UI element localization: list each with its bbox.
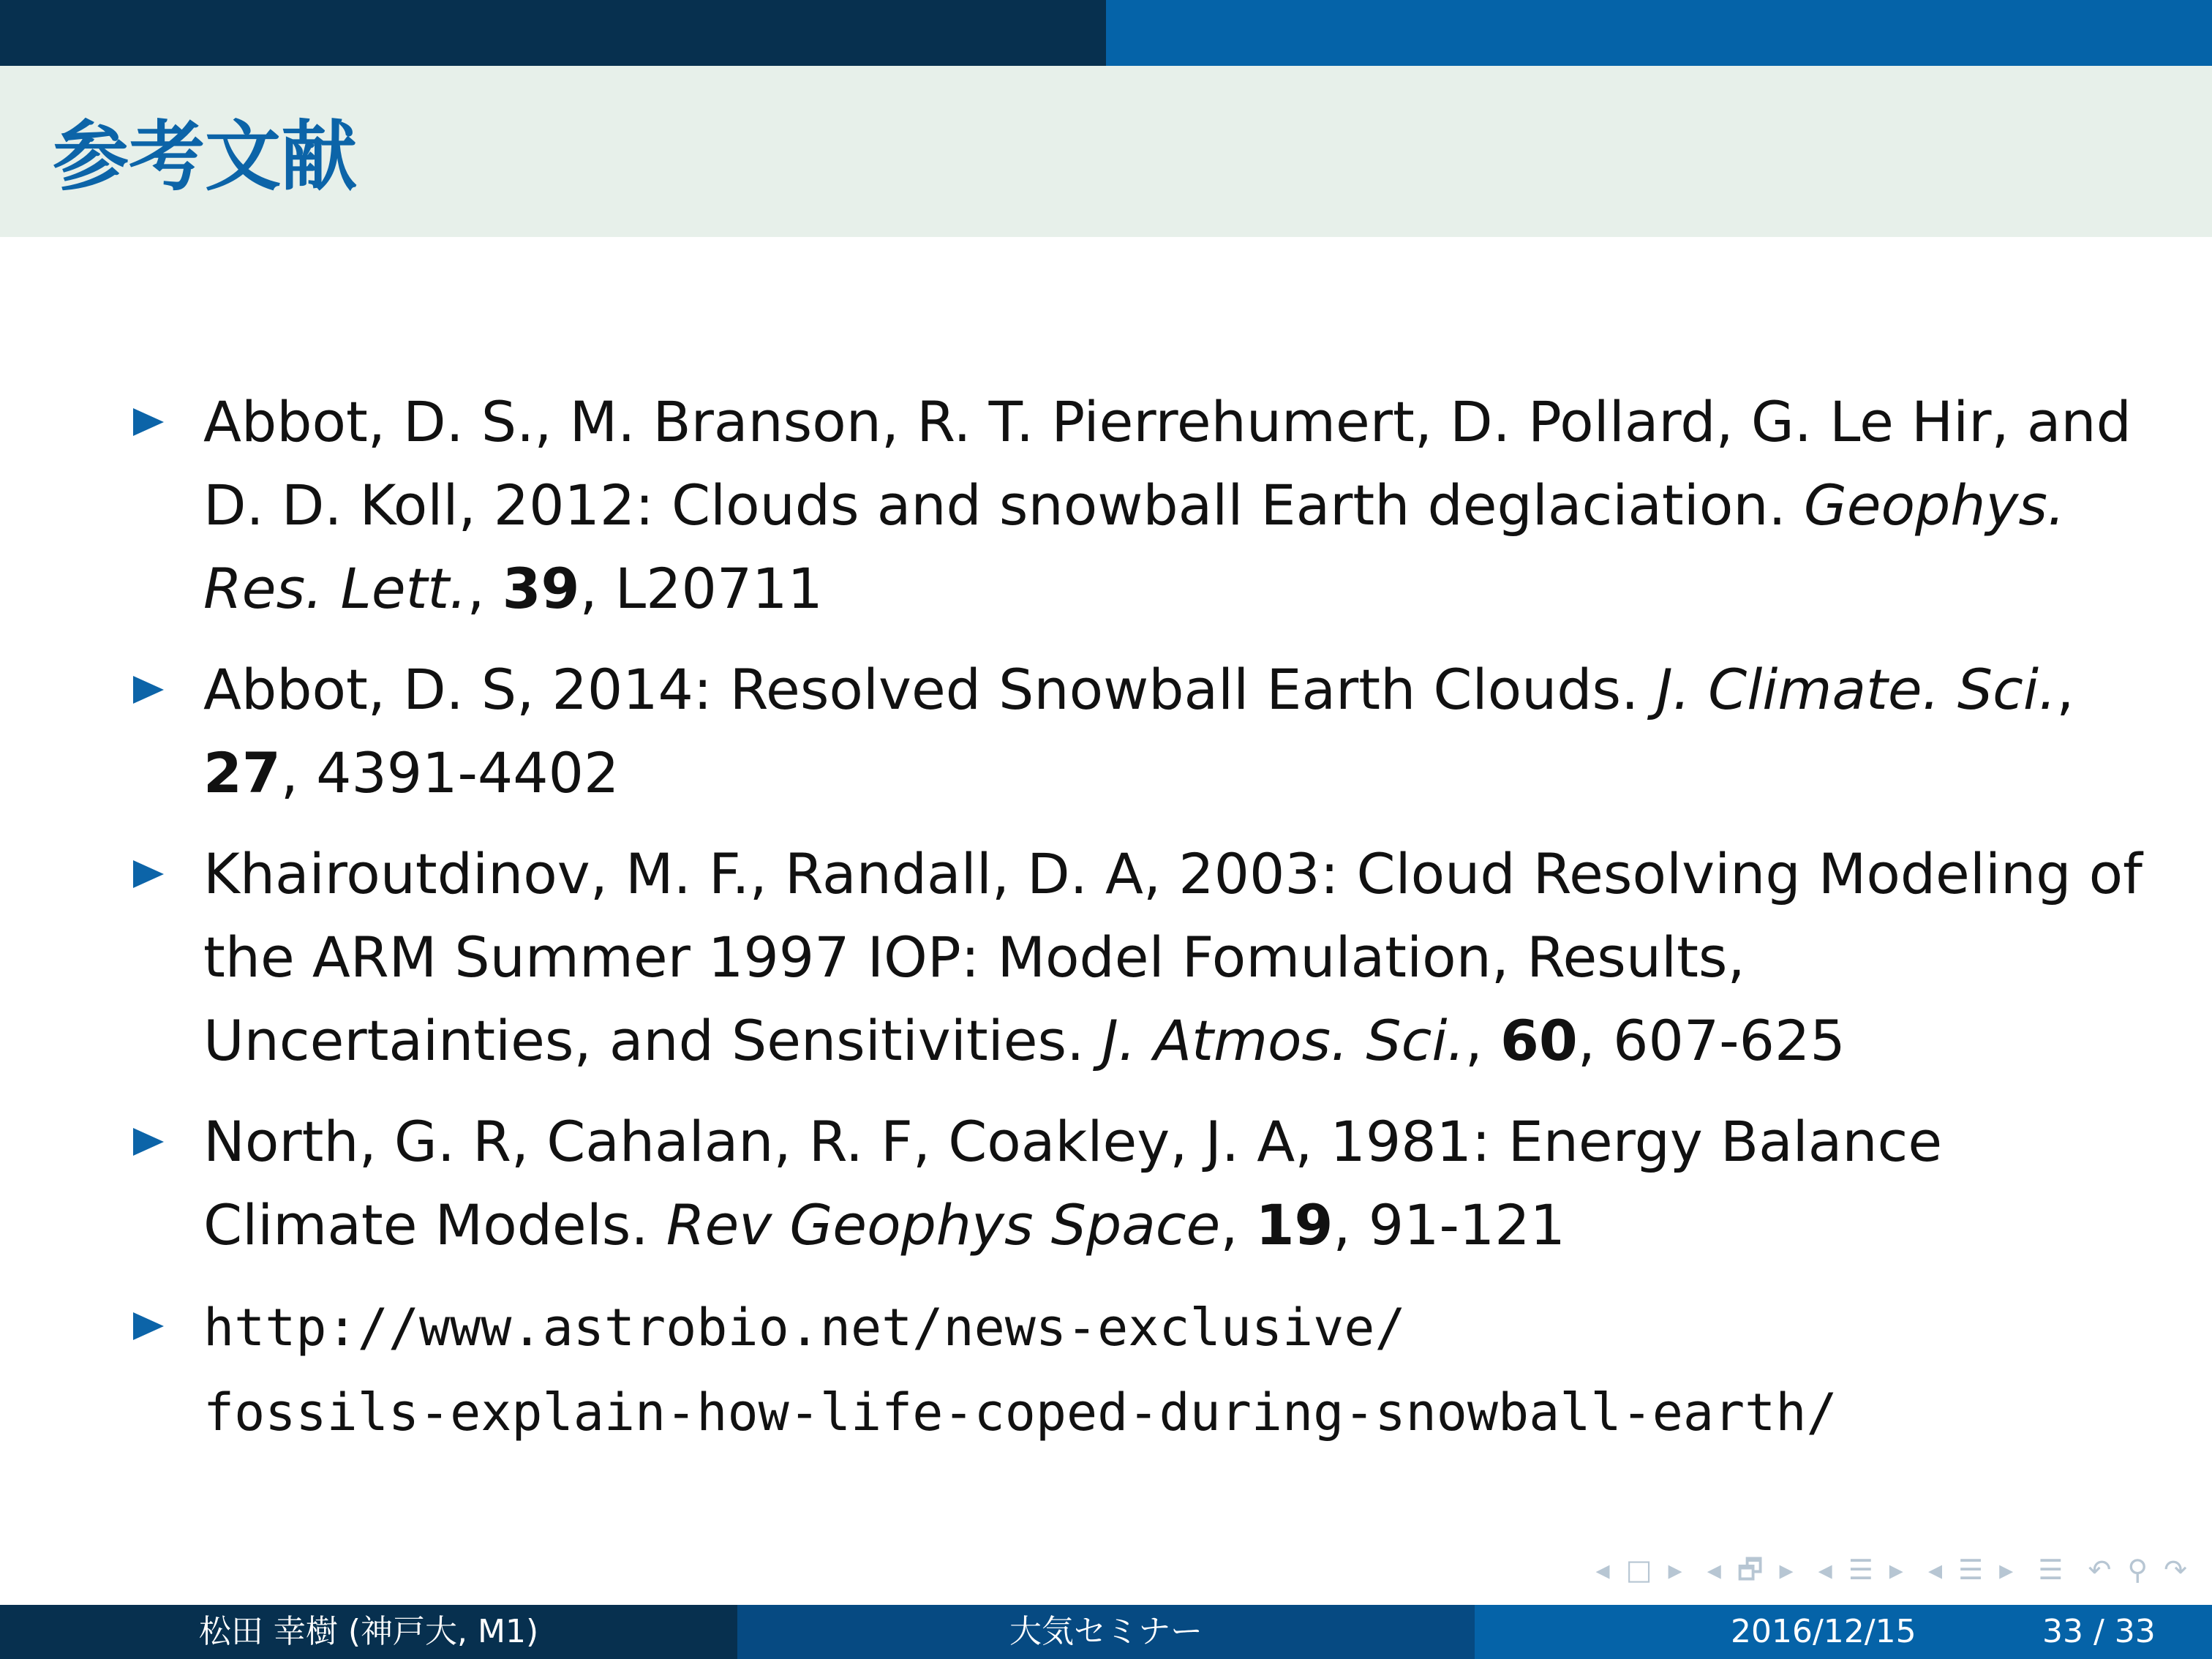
url-line-1[interactable]: http://www.astrobio.net/news-exclusive/	[203, 1298, 1406, 1358]
bullet-triangle-icon	[133, 676, 164, 704]
bullet-triangle-icon	[133, 408, 164, 436]
top-bar	[0, 0, 2212, 66]
volume: 19	[1255, 1192, 1333, 1257]
footer	[0, 1605, 2212, 1659]
separator: ,	[467, 556, 503, 621]
footer-author: 松田 幸樹 (神戸大, M1)	[0, 1605, 737, 1659]
volume: 39	[502, 556, 580, 621]
nav-subsection-icon[interactable]: ☰	[1848, 1554, 1873, 1586]
footer-date-page	[1475, 1605, 2212, 1659]
reference-list	[124, 380, 2143, 1472]
journal-name: Rev Geophys Space	[666, 1192, 1221, 1257]
separator: ,	[579, 556, 615, 621]
footer-page-number: 33 / 33	[2042, 1613, 2156, 1650]
journal-name: J. Climate. Sci.	[1656, 657, 2057, 722]
reference-item	[124, 1100, 2143, 1267]
frame-title: 参考文献	[53, 112, 358, 201]
nav-toc-icon[interactable]: ☰	[2038, 1554, 2064, 1586]
frame-title-bar	[0, 66, 2212, 237]
bullet-triangle-icon	[133, 1312, 164, 1340]
separator: ,	[1464, 1008, 1501, 1073]
journal-name: J. Atmos. Sci.	[1102, 1008, 1465, 1073]
pages: 607-625	[1613, 1008, 1846, 1073]
nav-redo-icon[interactable]: ↷	[2164, 1554, 2187, 1586]
nav-next-frame-icon[interactable]: ▸	[1779, 1554, 1794, 1586]
separator: ,	[2056, 657, 2074, 722]
top-bar-right	[1106, 0, 2212, 66]
footer-date: 2016/12/15	[1731, 1613, 1916, 1650]
separator: ,	[1333, 1192, 1369, 1257]
reference-item	[124, 648, 2143, 815]
nav-slide-icon[interactable]: □	[1625, 1554, 1652, 1586]
nav-search-icon[interactable]: ⚲	[2127, 1554, 2148, 1586]
separator: ,	[1220, 1192, 1256, 1257]
pages: 4391-4402	[316, 740, 620, 805]
nav-prev-section-icon[interactable]: ◂	[1927, 1554, 1943, 1586]
nav-prev-slide-icon[interactable]: ◂	[1595, 1554, 1610, 1586]
pages: 91-121	[1368, 1192, 1565, 1257]
nav-next-subsection-icon[interactable]: ▸	[1889, 1554, 1903, 1586]
nav-next-section-icon[interactable]: ▸	[1999, 1554, 2014, 1586]
separator: ,	[280, 740, 317, 805]
beamer-navigation	[1580, 1549, 2187, 1590]
reference-text: Khairoutdinov, M. F., Randall, D. A, 2003: Cloud Resolving Modeling of the ARM Summer 1997 IOP: Model Fomulation, Results, Uncertainties, and Sensitivities.	[203, 841, 2143, 1073]
bullet-triangle-icon	[133, 860, 164, 888]
nav-next-slide-icon[interactable]: ▸	[1668, 1554, 1682, 1586]
footer-talk-title: 大気セミナー	[737, 1605, 1475, 1659]
reference-item-url	[124, 1284, 2143, 1454]
nav-section-icon[interactable]: ☰	[1958, 1554, 1984, 1586]
url-line-2[interactable]: fossils-explain-how-life-coped-during-snowball-earth/	[203, 1382, 1837, 1442]
nav-undo-icon[interactable]: ↶	[2088, 1554, 2112, 1586]
volume: 60	[1500, 1008, 1578, 1073]
reference-item	[124, 380, 2143, 631]
nav-prev-frame-icon[interactable]: ◂	[1707, 1554, 1721, 1586]
top-bar-left	[0, 0, 1106, 66]
pages: L20711	[614, 556, 823, 621]
nav-prev-subsection-icon[interactable]: ◂	[1818, 1554, 1832, 1586]
journal-name: Geophys. Res. Lett.	[203, 473, 2066, 621]
reference-text: Abbot, D. S., M. Branson, R. T. Pierrehumert, D. Pollard, G. Le Hir, and D. D. Koll, 2012: Clouds and snowball Earth deglaciation.	[203, 389, 2132, 538]
separator: ,	[1577, 1008, 1614, 1073]
reference-text: North, G. R, Cahalan, R. F, Coakley, J. A, 1981: Energy Balance Climate Models.	[203, 1109, 1943, 1257]
bullet-triangle-icon	[133, 1128, 164, 1156]
reference-item	[124, 832, 2143, 1083]
nav-frame-icon[interactable]: 🗗	[1737, 1554, 1764, 1586]
reference-text: Abbot, D. S, 2014: Resolved Snowball Earth Clouds.	[203, 657, 1657, 722]
volume: 27	[203, 740, 281, 805]
